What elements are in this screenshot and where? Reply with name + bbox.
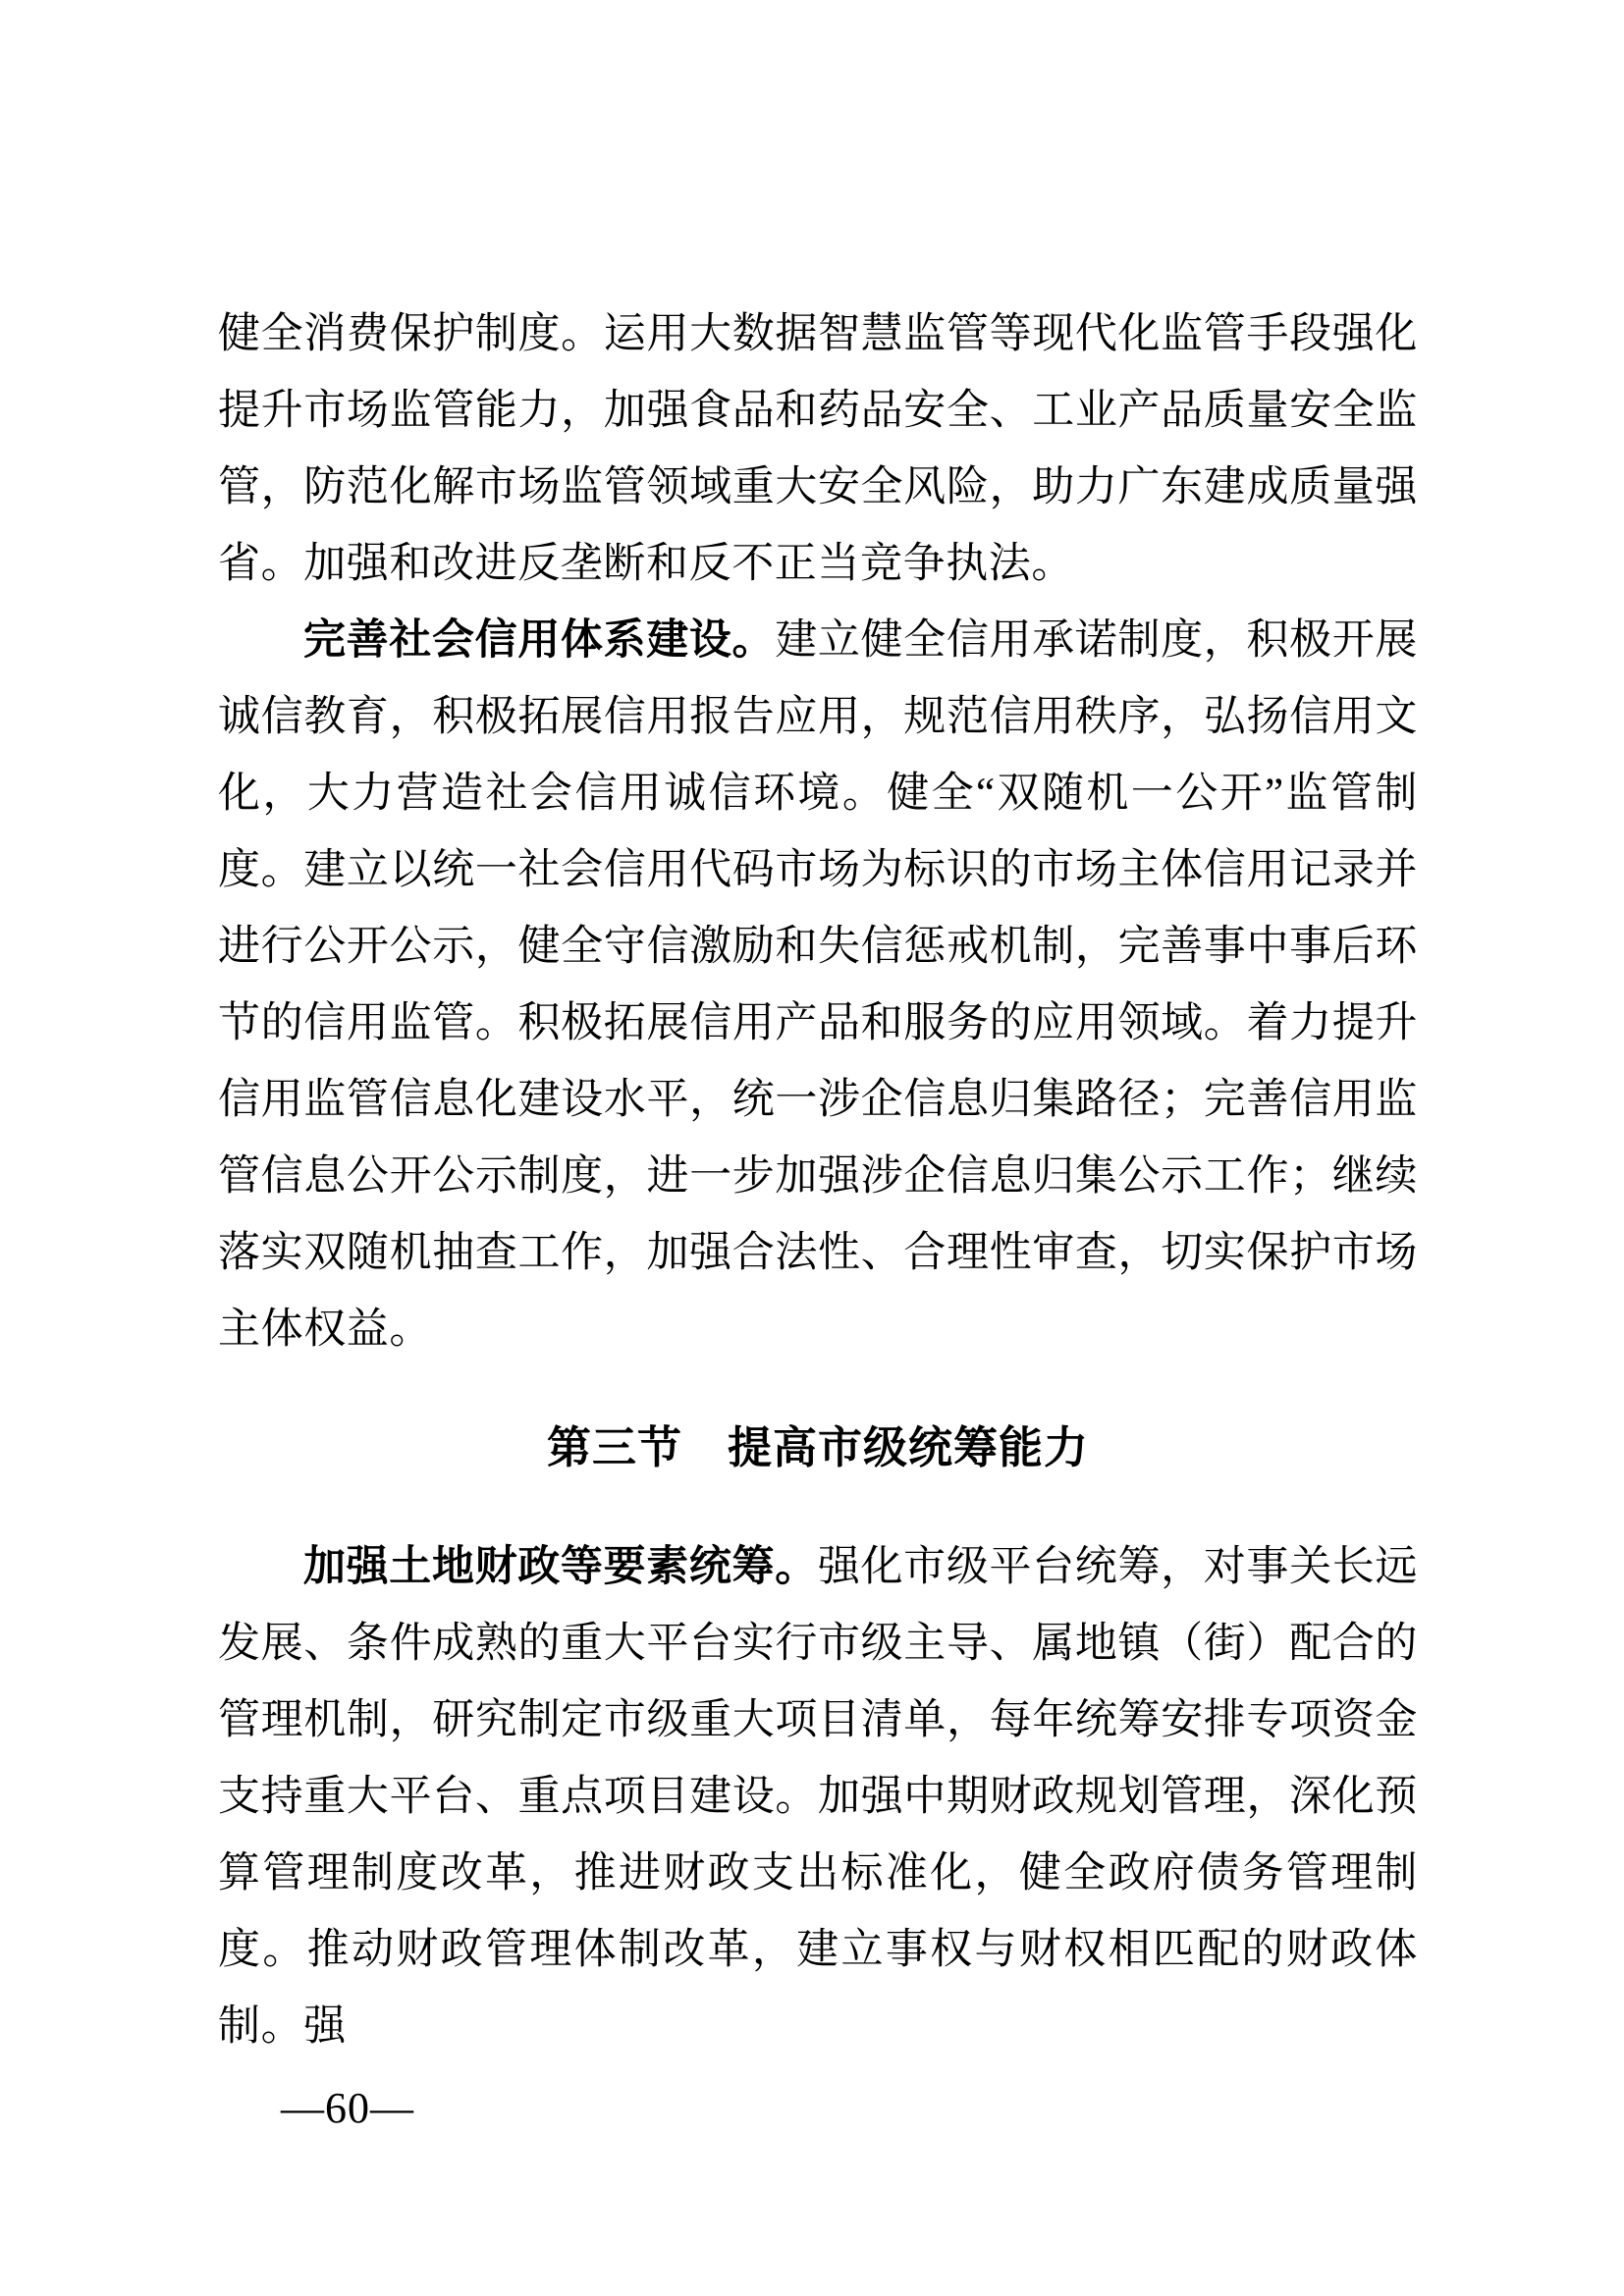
- section-heading: 第三节 提高市级统筹能力: [546, 1422, 1089, 1472]
- page-number: —60—: [281, 2084, 414, 2132]
- document-body: [218, 296, 1418, 2065]
- paragraph-market-regulation: 健全消费保护制度。运用大数据智慧监管等现代化监管手段强化提升市场监管能力，加强食品和药品安全、工业产品质量安全监管，防范化解市场监管领域重大安全风险，助力广东建成质量强省。加强和改进反垄断和反不正当竞争执法。: [218, 311, 1418, 587]
- paragraph-lead-land-finance: 加强土地财政等要素统筹。: [303, 1544, 818, 1590]
- paragraph-text-land-finance: 强化市级平台统筹，对事关长远发展、条件成熟的重大平台实行市级主导、属地镇（街）配合的管理机制，研究制定市级重大项目清单，每年统筹安排专项资金支持重大平台、重点项目建设。加强中期财政规划管理，深化预算管理制度改革，推进财政支出标准化，健全政府债务管理制度。推动财政管理体制改革，建立事权与财权相匹配的财政体制。强: [218, 1544, 1418, 2050]
- paragraph-social-credit-system: [218, 603, 1418, 1368]
- paragraph-city-coordination: [218, 1529, 1418, 2065]
- paragraph-lead-social-credit: 完善社会信用体系建设。: [303, 617, 776, 664]
- paragraph-text-social-credit: 建立健全信用承诺制度，积极开展诚信教育，积极拓展信用报告应用，规范信用秩序，弘扬信用文化，大力营造社会信用诚信环境。健全“双随机一公开”监管制度。建立以统一社会信用代码市场为标识的市场主体信用记录并进行公开公示，健全守信激励和失信惩戒机制，完善事中事后环节的信用监管。积极拓展信用产品和服务的应用领域。着力提升信用监管信息化建设水平，统一涉企信息归集路径；完善信用监管信息公开公示制度，进一步加强涉企信息归集公示工作；继续落实双随机抽查工作，加强合法性、合理性审查，切实保护市场主体权益。: [218, 617, 1418, 1353]
